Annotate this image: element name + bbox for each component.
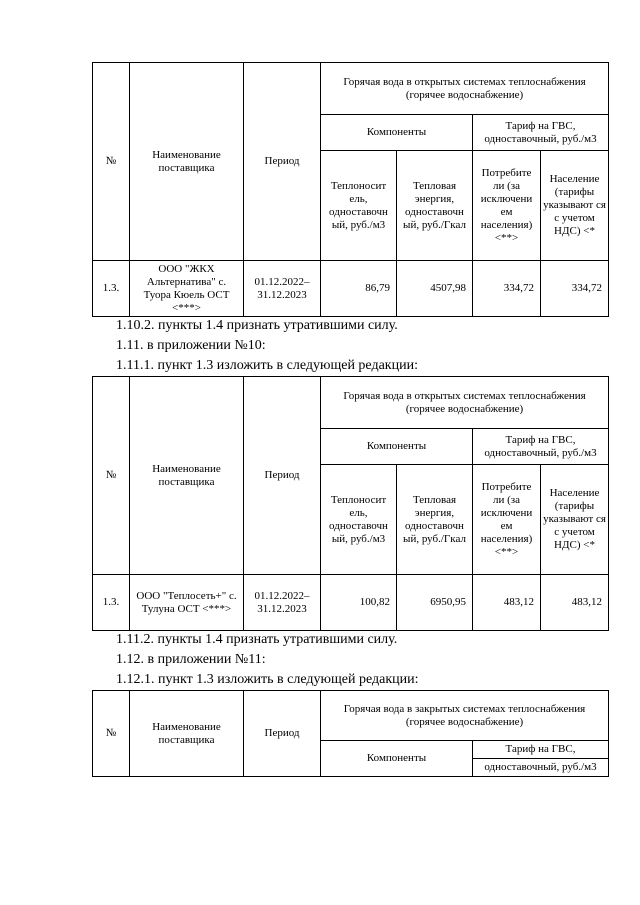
cell-population: 483,12 [541,575,609,631]
cell-population: 334,72 [541,261,609,317]
table-row [93,575,609,631]
cell-supplier: ООО "ЖКХ Альтернатива" с. Туора Кюель ОСТ <***> [130,261,244,317]
col-header-components: Компоненты [321,429,473,465]
col-header-period: Период [244,377,321,575]
tariff-label: Тариф на ГВС, [505,433,576,446]
col-header-population: Население (тарифы указывают ся с учетом НДС) <* [541,465,609,575]
tariff-unit: одноставочный, руб./м3 [484,446,597,459]
cell-consumers: 483,12 [473,575,541,631]
col-header-supplier: Наименование поставщика [130,691,244,777]
col-header-hot-water: Горячая вода в открытых системах теплоснабжения (горячее водоснабжение) [321,377,609,429]
tariff-table-1 [92,62,609,317]
cell-period: 01.12.2022– 31.12.2023 [244,261,321,317]
col-header-period: Период [244,691,321,777]
col-header-num: № [93,63,130,261]
paragraph-1-12: 1.12. в приложении №11: [116,652,266,667]
table-row [93,261,609,317]
tariff-table-2 [92,376,609,631]
col-header-consumers: Потребите ли (за исключени ем населения) <**> [473,151,541,261]
cell-heat: 6950,95 [397,575,473,631]
paragraph-1-12-1: 1.12.1. пункт 1.3 изложить в следующей редакции: [116,672,419,687]
col-header-components: Компоненты [321,115,473,151]
col-header-carrier: Теплоносит ель, одноставочн ый, руб./м3 [321,151,397,261]
paragraph-1-10-2: 1.10.2. пункты 1.4 признать утратившими силу. [116,318,398,333]
cell-num: 1.3. [93,575,130,631]
col-header-population: Население (тарифы указывают ся с учетом НДС) <* [541,151,609,261]
col-header-num: № [93,691,130,777]
col-header-carrier: Теплоносит ель, одноставочн ый, руб./м3 [321,465,397,575]
cell-num: 1.3. [93,261,130,317]
cell-carrier: 100,82 [321,575,397,631]
col-header-hot-water: Горячая вода в открытых системах теплоснабжения (горячее водоснабжение) [321,63,609,115]
paragraph-1-11-1: 1.11.1. пункт 1.3 изложить в следующей редакции: [116,358,418,373]
paragraph-1-11-2: 1.11.2. пункты 1.4 признать утратившими силу. [116,632,398,647]
col-header-num: № [93,377,130,575]
col-header-tariff-unit: одноставочный, руб./м3 [473,759,609,777]
col-header-tariff [473,429,609,465]
cell-carrier: 86,79 [321,261,397,317]
cell-supplier: ООО "Теплосеть+" с. Тулуна ОСТ <***> [130,575,244,631]
col-header-hot-water: Горячая вода в закрытых системах теплоснабжения (горячее водоснабжение) [321,691,609,741]
paragraph-1-11: 1.11. в приложении №10: [116,338,266,353]
col-header-supplier: Наименование поставщика [130,377,244,575]
cell-period: 01.12.2022– 31.12.2023 [244,575,321,631]
cell-consumers: 334,72 [473,261,541,317]
col-header-supplier: Наименование поставщика [130,63,244,261]
tariff-label: Тариф на ГВС, [505,119,576,132]
col-header-components: Компоненты [321,741,473,777]
col-header-consumers: Потребите ли (за исключени ем населения) <**> [473,465,541,575]
col-header-tariff [473,115,609,151]
col-header-heat: Тепловая энергия, одноставочн ый, руб./Гкал [397,465,473,575]
tariff-unit: одноставочный, руб./м3 [484,132,597,145]
tariff-table-3 [92,690,609,777]
col-header-tariff: Тариф на ГВС, [473,741,609,759]
col-header-period: Период [244,63,321,261]
col-header-heat: Тепловая энергия, одноставочн ый, руб./Гкал [397,151,473,261]
cell-heat: 4507,98 [397,261,473,317]
